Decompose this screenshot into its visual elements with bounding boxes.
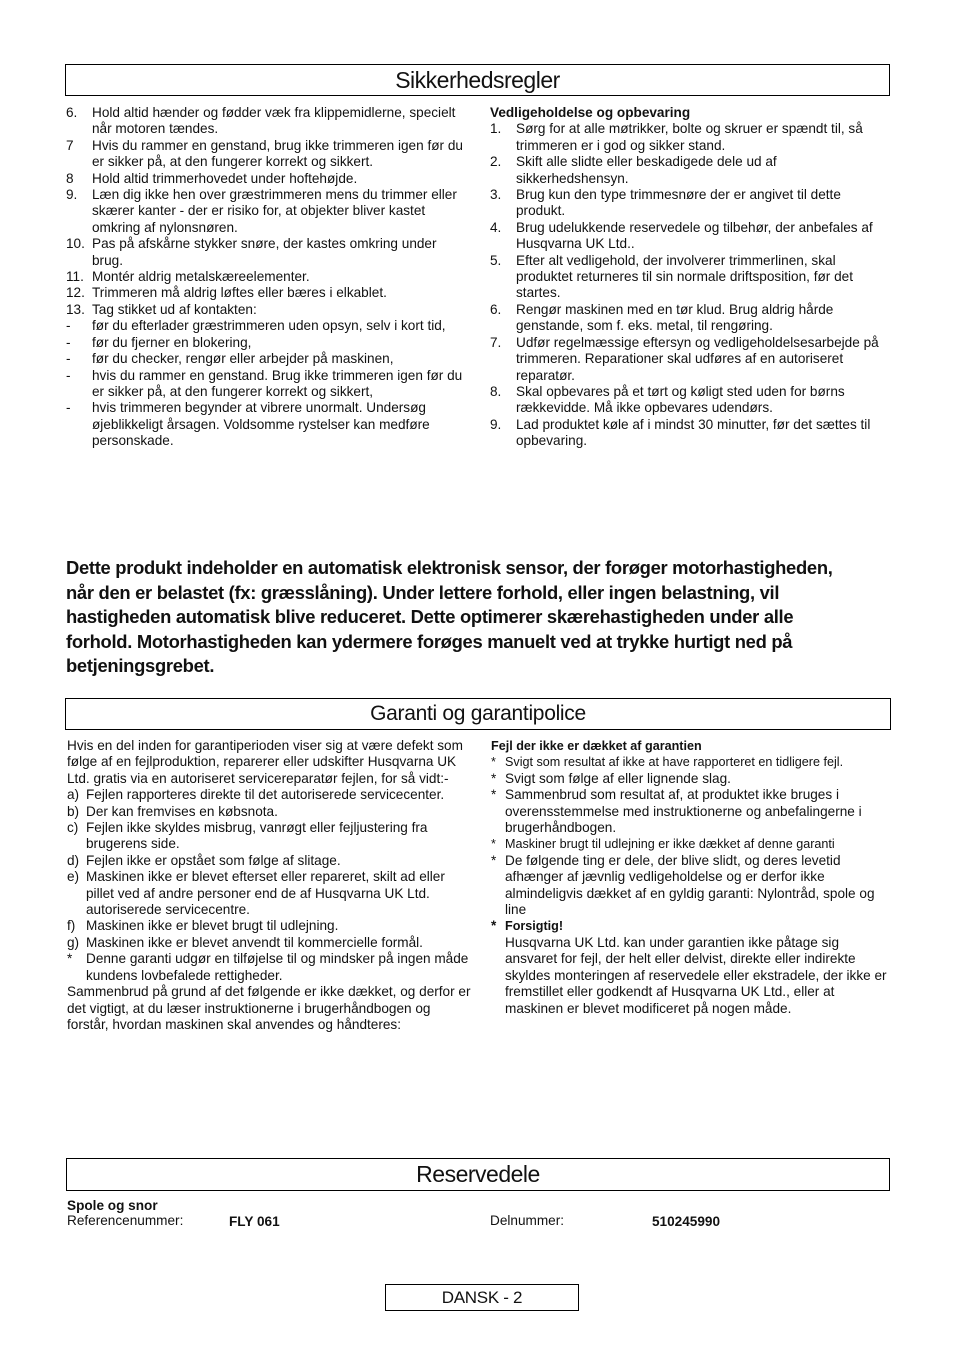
- list-text: Fejlen ikke skyldes misbrug, vanrøgt eller fejljustering fra brugerens side.: [86, 820, 428, 852]
- safety-rule-item: [66, 302, 471, 318]
- list-marker: -: [66, 400, 71, 416]
- ref-label: Referencenummer:: [67, 1213, 184, 1228]
- warranty-condition-item: [67, 804, 472, 820]
- list-marker: *: [491, 770, 497, 786]
- list-marker: 5.: [490, 252, 502, 268]
- warranty-condition-item: [67, 918, 472, 934]
- list-text: Sørg for at alle møtrikker, bolte og skruer er spændt til, så trimmeren er i god og sikker stand.: [516, 121, 863, 153]
- parts-item-name: Spole og snor: [67, 1198, 158, 1213]
- exclusions-list: [491, 754, 891, 918]
- warranty-conditions-list: [67, 787, 472, 984]
- maintenance-item: [490, 220, 890, 253]
- list-text: Skift alle slidte eller beskadigede dele ud af sikkerhedshensyn.: [516, 154, 777, 186]
- list-text: Brug kun den type trimmesnøre der er angivet til dette produkt.: [516, 187, 841, 219]
- list-text: Montér aldrig metalskæreelementer.: [92, 269, 310, 285]
- list-text: Maskinen ikke er blevet anvendt til kommercielle formål.: [86, 934, 423, 950]
- list-text: Hold altid hænder og fødder væk fra klippemidlerne, specielt når motoren tændes.: [92, 105, 456, 137]
- warranty-title-box: [65, 698, 891, 730]
- maintenance-column: [490, 105, 890, 450]
- list-marker: 2.: [490, 154, 502, 170]
- safety-title-box: [65, 64, 890, 96]
- sensor-line: hastigheden automatisk blive reduceret. Dette optimerer skærehastigheden under alle: [66, 606, 794, 627]
- exclusion-item: [491, 836, 891, 852]
- list-text: Trimmeren må aldrig løftes eller bæres i elkablet.: [92, 285, 387, 301]
- list-marker: 12.: [66, 285, 85, 301]
- safety-rule-item: [66, 171, 471, 187]
- list-marker: a): [67, 787, 80, 803]
- list-marker: 6.: [66, 105, 78, 120]
- safety-rule-item: [66, 187, 471, 236]
- list-text: hvis trimmeren begynder at vibrere unormalt. Undersøg øjeblikkeligt årsagen. Voldsomme rystelser kan medføre personskade.: [92, 400, 430, 449]
- list-marker: 13.: [66, 301, 85, 317]
- list-text: Der kan fremvises en købsnota.: [86, 803, 278, 819]
- list-marker: -: [66, 334, 71, 350]
- list-text: Læn dig ikke hen over græstrimmeren mens du trimmer eller skærer kanter - der er risiko for, at objekter bliver kastet omkring af nylonsnøren.: [92, 187, 457, 235]
- caution-text: Husqvarna UK Ltd. kan under garantien ikke påtage sig ansvaret for fejl, der helt eller delvist, direkte eller indirekte skyldes monteringen af reservedele eller ekstradele, der ikke er fremstillet eller godkendt af Husqvarna UK Ltd., eller at maskinen er blevet modificeret på nogen måde.: [505, 934, 887, 1016]
- maintenance-item: [490, 417, 890, 450]
- list-text: Maskinen ikke er blevet brugt til udlejning.: [86, 918, 339, 934]
- list-marker: 6.: [490, 301, 502, 317]
- list-marker: 4.: [490, 219, 502, 235]
- caution-title: Forsigtig!: [505, 919, 564, 934]
- warranty-condition-item: [67, 935, 472, 951]
- safety-rule-item: [66, 269, 471, 285]
- list-text: Efter alt vedligehold, der involverer trimmerlinen, skal produktet returneres til sin normale driftsposition, før det startes.: [516, 252, 853, 301]
- list-marker: 7: [66, 137, 74, 153]
- maintenance-item: [490, 154, 890, 187]
- list-marker: c): [67, 820, 79, 836]
- list-text: Maskinen ikke er blevet efterset eller repareret, skilt ad eller pillet ved af andre personer end de af Husqvarna UK Ltd. autoriserede servicecentre.: [86, 869, 445, 918]
- list-marker: 7.: [490, 334, 502, 350]
- list-marker: f): [67, 918, 76, 934]
- maintenance-item: [490, 335, 890, 384]
- list-marker: g): [67, 934, 80, 950]
- maintenance-heading: Vedligeholdelse og opbevaring: [490, 105, 691, 120]
- list-marker: *: [491, 755, 496, 770]
- list-marker: 11.: [66, 269, 84, 285]
- parts-title-box: [66, 1158, 890, 1191]
- list-marker: 3.: [490, 187, 502, 203]
- list-marker: 9.: [490, 416, 502, 432]
- warranty-condition-item: [67, 853, 472, 869]
- maintenance-item: [490, 384, 890, 417]
- maintenance-item: [490, 187, 890, 220]
- warranty-right-column: [491, 738, 891, 1017]
- list-marker: 1.: [490, 121, 502, 137]
- list-text: Sammenbrud som resultat af, at produktet ikke bruges i overensstemmelse med instruktionerne og anbefalingerne i brugerhåndbogen.: [505, 787, 862, 836]
- warranty-outro: Sammenbrud på grund af det følgende er ikke dækket, og derfor er det vigtigt, at du læser instruktionerne i brugerhåndbogen og forstår, hvordan maskinen skal anvendes og håndteres:: [67, 984, 471, 1032]
- caution-item: [491, 918, 891, 1016]
- sensor-line: forhold. Motorhastigheden kan ydermere forøges manuelt ved at trykke hurtigt ned på: [66, 630, 793, 652]
- safety-title: Sikkerhedsregler: [395, 67, 560, 93]
- list-text: Svigt som resultat af ikke at have rapporteret en tidligere fejl.: [505, 755, 844, 770]
- list-marker: -: [66, 318, 71, 334]
- safety-rule-item: [66, 105, 471, 138]
- list-text: De følgende ting er dele, der blive slidt, og deres levetid afhænger af jævnlig vedligeholdelse og er derfor ikke almindeligvis dækket af en gyldig garanti: Nylontråd, spole og line: [505, 852, 875, 918]
- ref-value: FLY 061: [229, 1214, 280, 1229]
- list-marker: *: [491, 837, 496, 852]
- parts-title: Reservedele: [416, 1161, 540, 1187]
- list-text: før du efterlader græstrimmeren uden opsyn, selv i kort tid,: [92, 318, 446, 334]
- list-marker: *: [67, 951, 73, 967]
- list-marker: b): [67, 803, 80, 819]
- maintenance-item: [490, 302, 890, 335]
- warranty-intro: Hvis en del inden for garantiperioden viser sig at være defekt som følge af en fejlproduktion, reparerer eller udskifter Husqvarna UK Ltd. gratis via en autoriseret servicereparatør fejlen, for så vidt:-: [67, 738, 463, 786]
- sensor-line: Dette produkt indeholder en automatisk elektronisk sensor, der forøger motorhastigheden,: [66, 557, 833, 578]
- page-footer-box: [385, 1284, 579, 1311]
- exclusion-item: [491, 853, 891, 919]
- list-marker: *: [491, 787, 497, 803]
- list-text: Rengør maskinen med en tør klud. Brug aldrig hårde genstande, som f. eks. metal, til rengøring.: [516, 301, 834, 334]
- part-label: Delnummer:: [490, 1213, 565, 1228]
- maintenance-item: [490, 253, 890, 302]
- safety-rules-left-column: [66, 105, 471, 450]
- list-marker: -: [66, 351, 71, 367]
- warranty-condition-item: [67, 820, 472, 853]
- part-value: 510245990: [652, 1214, 721, 1229]
- list-marker: 8: [66, 170, 74, 186]
- list-marker: -: [66, 367, 71, 383]
- list-text: hvis du rammer en genstand. Brug ikke trimmeren igen før du er sikker på, at den fungerer korrekt og sikkert,: [92, 367, 463, 399]
- list-marker: e): [67, 869, 80, 885]
- list-text: Lad produktet køle af i mindst 30 minutter, før det sættes til opbevaring.: [516, 416, 871, 449]
- safety-rule-item: [66, 335, 471, 351]
- list-text: Tag stikket ud af kontakten:: [92, 301, 257, 317]
- exclusion-item: [491, 771, 891, 787]
- list-text: før du fjerner en blokering,: [92, 334, 252, 350]
- maintenance-item: [490, 121, 890, 154]
- list-marker: 8.: [490, 383, 502, 399]
- caution-marker: *: [491, 918, 497, 934]
- safety-rule-item: [66, 236, 471, 269]
- exclusions-heading: Fejl der ikke er dækket af garantien: [491, 739, 702, 753]
- exclusion-item: [491, 754, 891, 770]
- safety-rule-item: [66, 138, 471, 171]
- maintenance-list: [490, 121, 890, 449]
- warranty-title: Garanti og garantipolice: [370, 702, 586, 725]
- safety-rule-item: [66, 368, 471, 401]
- list-text: Udfør regelmæssige eftersyn og vedligeholdelsesarbejde på trimmeren. Reparationer skal udføres af en autoriseret reparatør.: [516, 334, 879, 383]
- warranty-condition-item: [67, 869, 472, 918]
- safety-rule-item: [66, 285, 471, 301]
- warranty-condition-item: [67, 951, 472, 984]
- sensor-line: når den er belastet (fx: græsslåning). Under lettere forhold, eller ingen belastning, vil: [66, 581, 780, 603]
- list-marker: 10.: [66, 236, 85, 252]
- list-text: Svigt som følge af eller lignende slag.: [505, 770, 731, 786]
- sensor-notice: [66, 556, 896, 679]
- list-text: Fejlen ikke er opstået som følge af slitage.: [86, 852, 341, 868]
- list-text: Hold altid trimmerhovedet under hoftehøjde.: [92, 170, 358, 186]
- list-text: Denne garanti udgør en tilføjelse til og mindsker på ingen måde kundens lovbefalede rettigheder.: [86, 951, 469, 983]
- safety-rule-item: [66, 351, 471, 367]
- list-text: Pas på afskårne stykker snøre, der kastes omkring under brug.: [92, 236, 437, 268]
- warranty-condition-item: [67, 787, 472, 803]
- safety-rule-item: [66, 318, 471, 334]
- list-marker: 9.: [66, 187, 78, 203]
- list-text: Skal opbevares på et tørt og køligt sted uden for børns rækkevidde. Må ikke opbevares udendørs.: [516, 383, 845, 416]
- list-text: Fejlen rapporteres direkte til det autoriserede servicecenter.: [86, 787, 445, 803]
- list-marker: *: [491, 852, 497, 868]
- page-label: DANSK - 2: [441, 1288, 523, 1307]
- list-marker: d): [67, 852, 80, 868]
- exclusion-item: [491, 787, 891, 836]
- safety-rule-item: [66, 400, 471, 449]
- list-text: Maskiner brugt til udlejning er ikke dækket af denne garanti: [505, 837, 835, 852]
- list-text: Hvis du rammer en genstand, brug ikke trimmeren igen før du er sikker på, at den fungerer korrekt og sikkert.: [92, 137, 463, 170]
- list-text: før du checker, rengør eller arbejder på maskinen,: [92, 351, 394, 367]
- sensor-line: betjeningsgrebet.: [66, 655, 215, 676]
- warranty-left-column: [67, 738, 472, 1033]
- list-text: Brug udelukkende reservedele og tilbehør, der anbefales af Husqvarna UK Ltd..: [516, 219, 873, 252]
